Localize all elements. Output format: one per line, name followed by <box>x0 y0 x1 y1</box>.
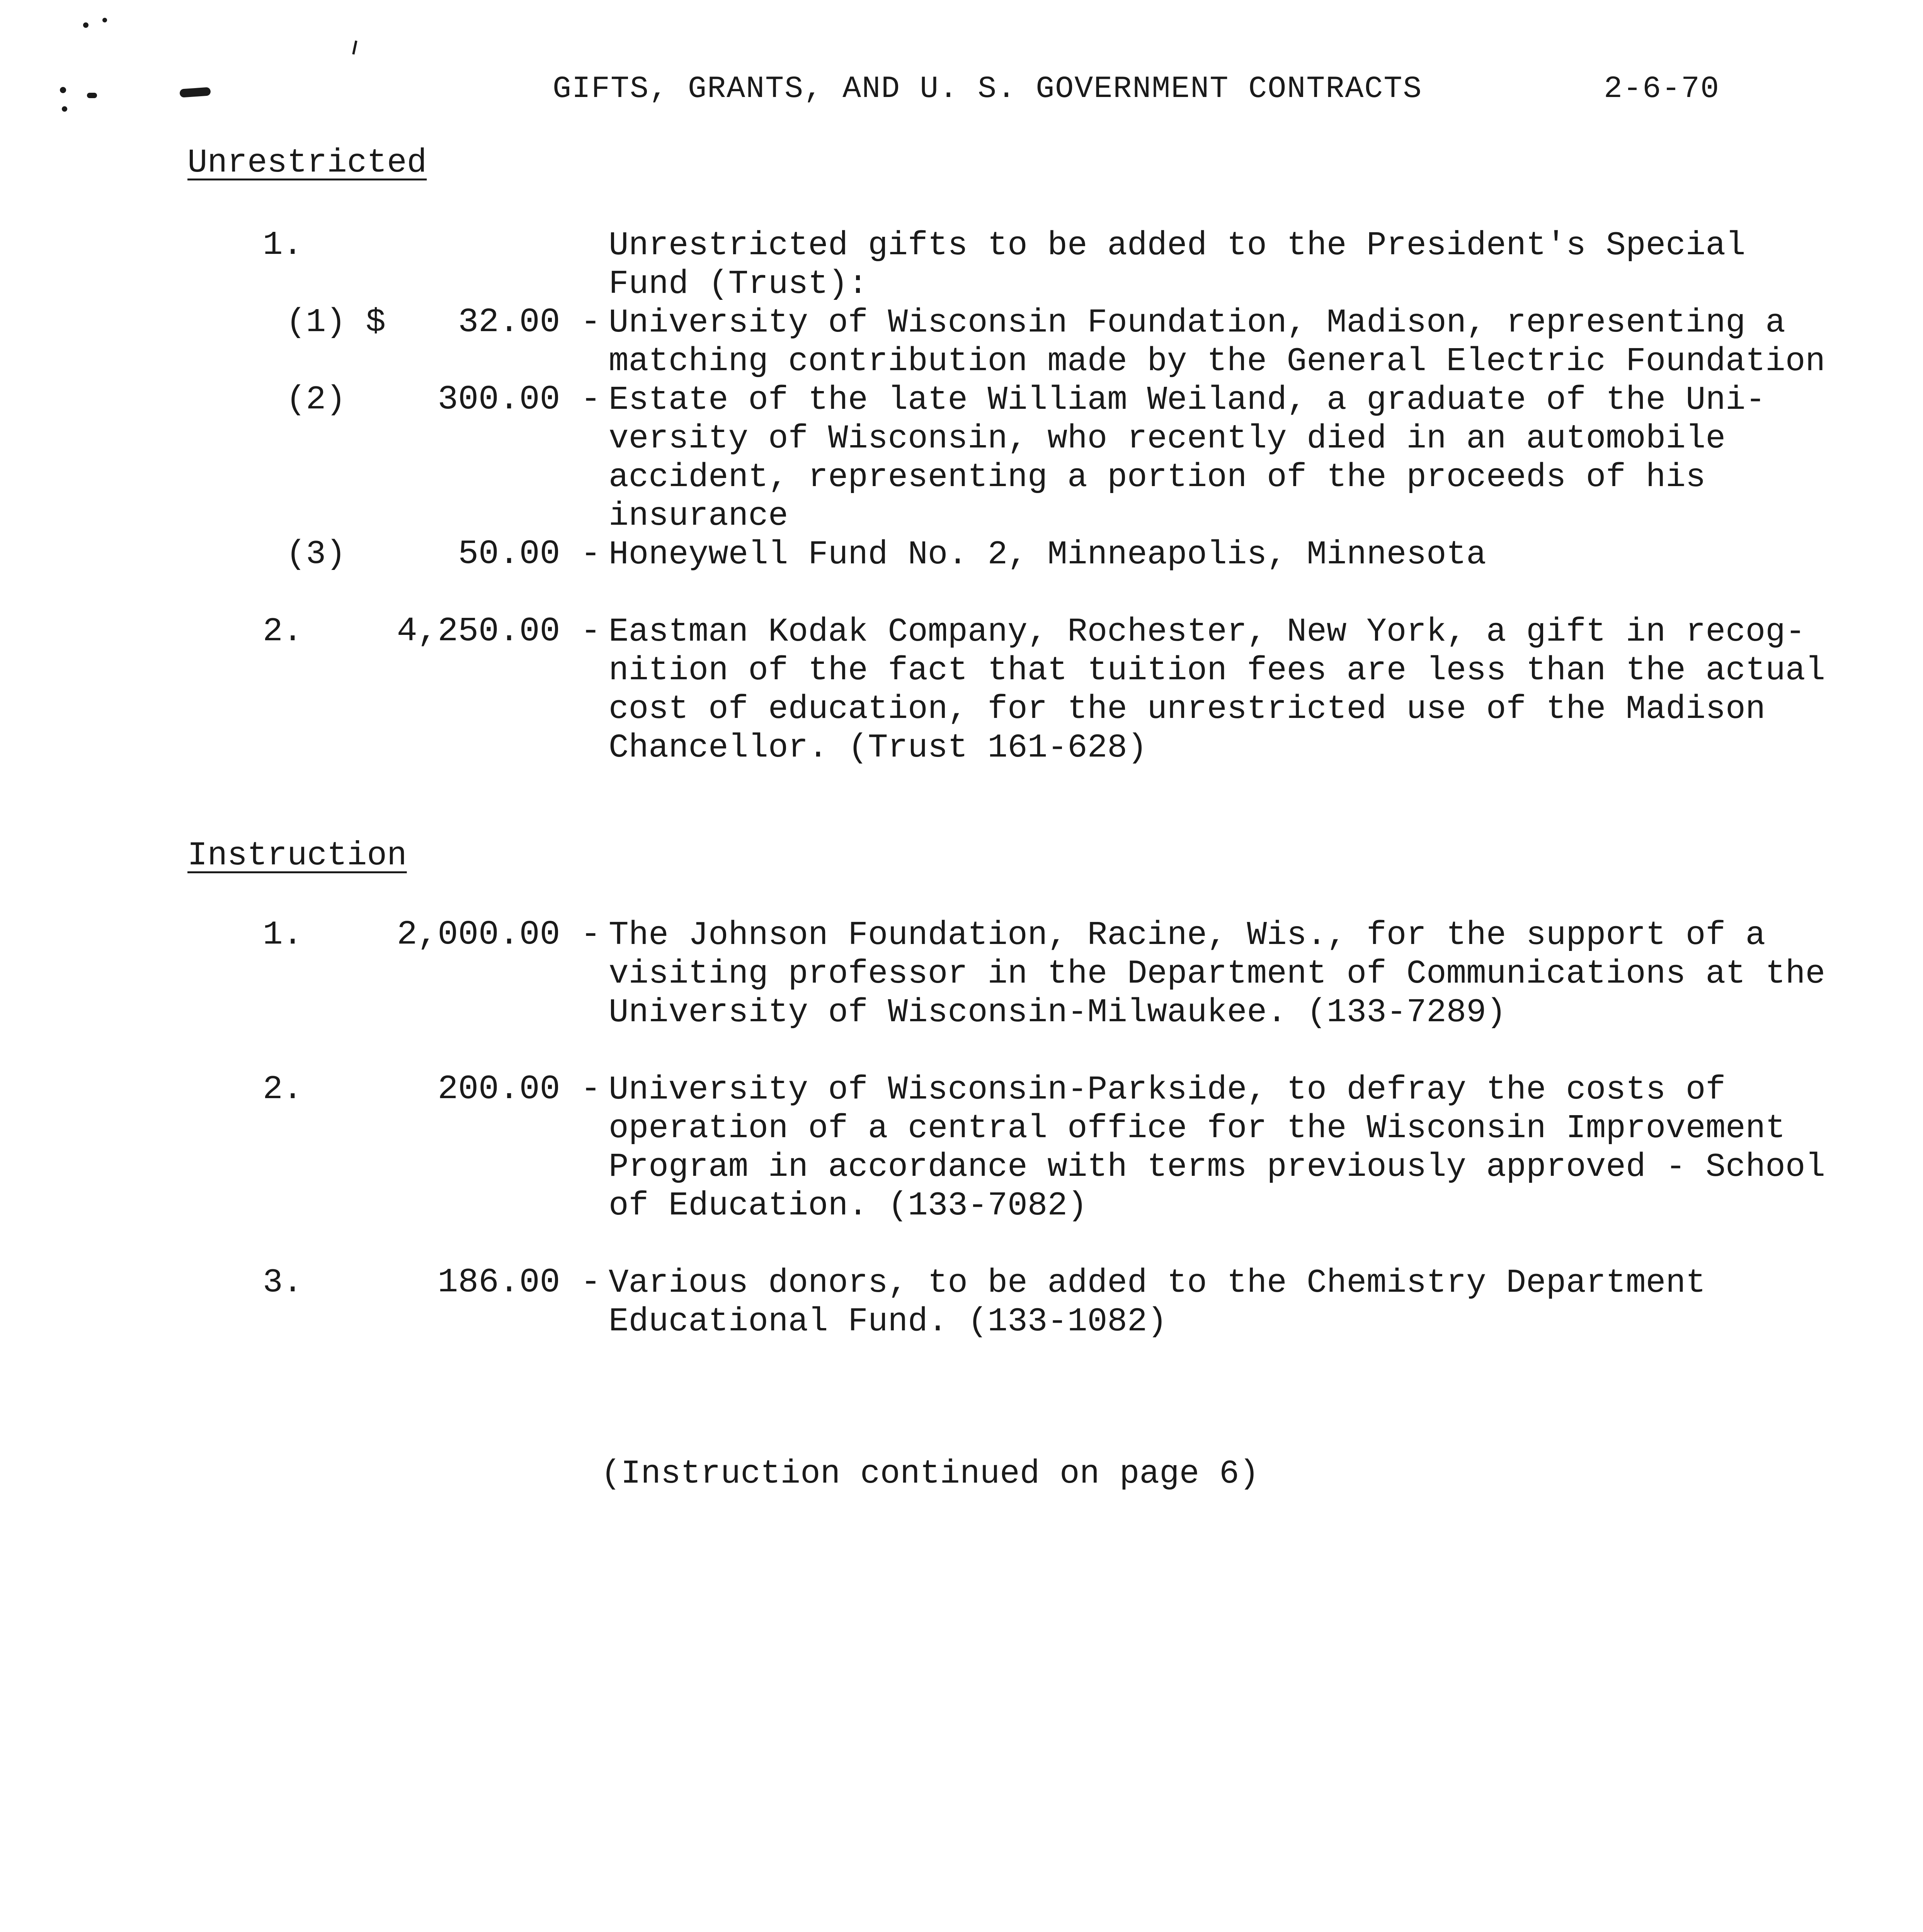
stray-dot <box>102 18 107 22</box>
item-description: University of Wisconsin-Parkside, to defray the costs of operation of a central office for the Wisconsin Improvement Program in accordance with terms previously approved - School of Education. (133-7082) <box>609 1071 1826 1225</box>
subitem-description: Honeywell Fund No. 2, Minneapolis, Minnesota <box>609 536 1486 573</box>
subitem-number: (3) <box>286 535 346 573</box>
stray-dot <box>87 93 97 98</box>
stray-dot <box>83 22 88 28</box>
page-title: GIFTS, GRANTS, AND U. S. GOVERNMENT CONTRACTS <box>553 71 1423 107</box>
subitem-number: (2) <box>286 381 346 418</box>
section-heading-unrestricted: Unrestricted <box>187 144 427 182</box>
stray-dot <box>62 106 67 112</box>
section-heading-instruction: Instruction <box>187 837 407 874</box>
item-amount: 200.00 - <box>437 1070 601 1109</box>
subitem-amount: 32.00 - <box>458 303 601 342</box>
stray-tick <box>352 41 357 54</box>
item-description: Various donors, to be added to the Chemistry Department Educational Fund. (133-1082) <box>609 1264 1706 1340</box>
item-description: The Johnson Foundation, Racine, Wis., for the support of a visiting professor in the Department of Communications at the University of Wisconsin-Milwaukee. (133-7289) <box>609 916 1826 1031</box>
continuation-note: (Instruction continued on page 6) <box>601 1455 1259 1493</box>
item-number: 2. <box>263 612 303 650</box>
item-number: 1. <box>263 916 303 954</box>
item-description: Eastman Kodak Company, Rochester, New York, a gift in recog- nition of the fact that tuition fees are less than the actual cost of education, for the unrestricted use of the Madison Chancellor. (Trust 161-628) <box>609 613 1826 767</box>
page-date: 2-6-70 <box>1604 71 1720 107</box>
item-number: 2. <box>263 1070 303 1108</box>
subitem-amount: 50.00 - <box>458 535 601 573</box>
item-amount: 2,000.00 - <box>397 916 601 954</box>
item-number: 1. <box>263 226 303 264</box>
item-description: Unrestricted gifts to be added to the President's Special Fund (Trust): <box>609 226 1746 303</box>
stray-dot <box>60 87 66 93</box>
subitem-description: Estate of the late William Weiland, a graduate of the Uni- versity of Wisconsin, who recently died in an automobile accident, representing a portion of the proceeds of his insurance <box>609 381 1766 535</box>
subitem-number: (1) $ <box>286 303 386 341</box>
item-amount: 4,250.00 - <box>397 612 601 651</box>
item-amount: 186.00 - <box>437 1264 601 1302</box>
subitem-amount: 300.00 - <box>437 381 601 419</box>
stray-dash <box>179 87 211 98</box>
subitem-description: University of Wisconsin Foundation, Madison, representing a matching contribution made by the General Electric Foundation <box>609 304 1826 380</box>
item-number: 3. <box>263 1264 303 1301</box>
